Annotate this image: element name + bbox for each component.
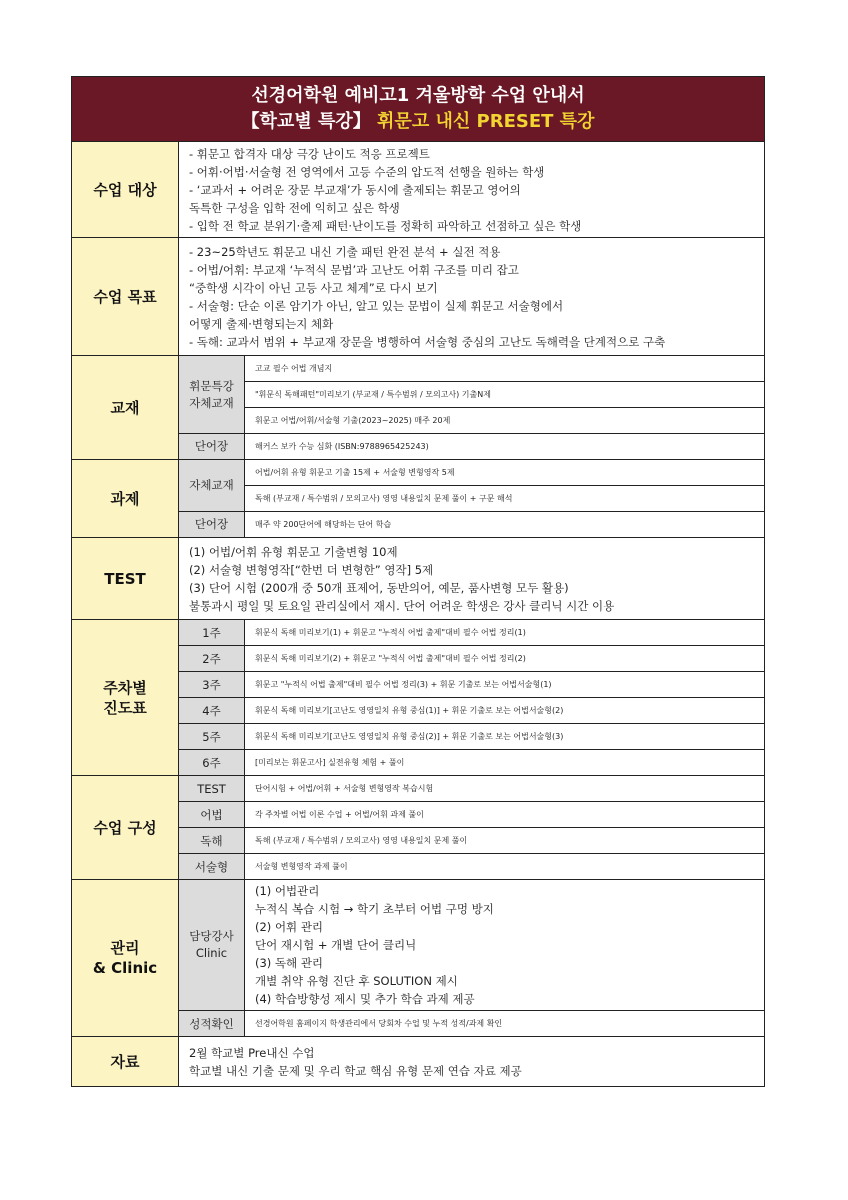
goal-content <box>179 238 765 356</box>
goal-line: - 독해: 교과서 범위 + 부교재 장문을 병행하여 서술형 중심의 고난도 독해력을 단계적으로 구축 <box>189 334 666 349</box>
title-banner <box>72 77 765 142</box>
test-content <box>179 538 765 620</box>
materials-line: 2월 학교별 Pre내신 수업 <box>189 1045 315 1060</box>
clinic-sub-line: Clinic <box>195 946 228 960</box>
clinic-line: (2) 어휘 관리 <box>255 920 324 934</box>
homework-own-material-label: 자체교재 <box>179 460 245 512</box>
title-line-1: 선경어학원 예비고1 겨울방학 수업 안내서 <box>251 85 585 106</box>
homework-vocab-label: 단어장 <box>179 512 245 538</box>
clinic-label-line: & Clinic <box>92 959 158 977</box>
clinic-line: (4) 학습방향성 제시 및 추가 학습 과제 제공 <box>255 992 475 1006</box>
title-prefix: 【학교별 특강】 <box>241 111 371 132</box>
materials-content <box>179 1037 765 1087</box>
textbook-vocab: 해커스 보카 수능 심화 (ISBN:9788965425243) <box>245 434 765 460</box>
goal-line: - 어법/어휘: 부교재 ‘누적식 문법’과 고난도 어휘 구조를 미리 잡고 <box>189 262 519 277</box>
materials-line: 학교별 내신 기출 문제 및 우리 학교 핵심 유형 문제 연습 자료 제공 <box>189 1063 522 1078</box>
textbook-sub-line: 휘문특강 <box>189 378 234 393</box>
test-label: TEST <box>72 538 179 620</box>
title-accent: 휘문고 내신 PRESET 특강 <box>377 111 595 132</box>
goal-line: “중학생 시각이 아닌 고등 사고 체계”로 다시 보기 <box>189 280 438 295</box>
week-content: 휘문식 독해 미리보기(1) + 휘문고 "누적식 어법 출제"대비 필수 어법 정리(1) <box>245 620 765 646</box>
target-line: - 입학 전 학교 분위기·출제 패턴·난이도를 정확히 파악하고 선점하고 싶은 학생 <box>189 218 582 233</box>
schedule-label <box>72 620 179 776</box>
week-label: 6주 <box>179 750 245 776</box>
target-line: - 휘문고 합격자 대상 극강 난이도 적응 프로젝트 <box>189 146 430 161</box>
textbook-item: 고교 필수 어법 개념지 <box>245 356 765 382</box>
week-label: 2주 <box>179 646 245 672</box>
clinic-sub-line: 담당강사 <box>189 929 234 943</box>
schedule-label-line: 주차별 <box>103 678 147 697</box>
clinic-line: (3) 독해 관리 <box>255 956 324 970</box>
textbook-label: 교재 <box>72 356 179 460</box>
week-label: 3주 <box>179 672 245 698</box>
week-content: [미리보는 휘문고사] 실전유형 체험 + 풀이 <box>245 750 765 776</box>
target-label: 수업 대상 <box>72 142 179 238</box>
grade-check-label: 성적확인 <box>179 1011 245 1037</box>
composition-content: 단어시험 + 어법/어휘 + 서술형 변형영작 복습시험 <box>245 776 765 802</box>
course-table <box>71 76 765 1087</box>
test-line: (3) 단어 시험 (200개 중 50개 표제어, 동반의어, 예문, 품사변형 모두 활용) <box>189 580 569 595</box>
grade-check-content: 선경어학원 홈페이지 학생관리에서 당회차 수업 및 누적 성적/과제 확인 <box>245 1011 765 1037</box>
target-line: 독특한 구성을 입학 전에 익히고 싶은 학생 <box>189 200 400 215</box>
clinic-label-line: 관리 <box>110 939 140 957</box>
composition-content: 서술형 변형영작 과제 풀이 <box>245 854 765 880</box>
target-line: - ‘교과서 + 어려운 장문 부교재’가 동시에 출제되는 휘문고 영어의 <box>189 182 521 197</box>
target-line: - 어휘·어법·서술형 전 영역에서 고등 수준의 압도적 선행을 원하는 학생 <box>189 164 545 179</box>
clinic-line: 누적식 복습 시험 → 학기 초부터 어법 구멍 방지 <box>255 902 494 916</box>
goal-line: - 서술형: 단순 이론 암기가 아닌, 알고 있는 문법이 실제 휘문고 서술형에서 <box>189 298 564 313</box>
materials-label: 자료 <box>72 1037 179 1087</box>
week-content: 휘문식 독해 미리보기(2) + 휘문고 "누적식 어법 출제"대비 필수 어법 정리(2) <box>245 646 765 672</box>
homework-vocab: 매주 약 200단어에 해당하는 단어 학습 <box>245 512 765 538</box>
composition-content: 독해 (부교재 / 특수범위 / 모의고사) 영영 내용일치 문제 풀이 <box>245 828 765 854</box>
clinic-line: 개별 취약 유형 진단 후 SOLUTION 제시 <box>255 974 458 988</box>
goal-line: - 23~25학년도 휘문고 내신 기출 패턴 완전 분석 + 실전 적용 <box>189 244 501 259</box>
schedule-label-line: 진도표 <box>103 698 147 717</box>
week-content: 휘문식 독해 미리보기[고난도 영영일치 유형 중심(2)] + 휘문 기출로 보는 어법서술형(3) <box>245 724 765 750</box>
week-label: 4주 <box>179 698 245 724</box>
homework-label: 과제 <box>72 460 179 538</box>
week-label: 1주 <box>179 620 245 646</box>
goal-line: 어떻게 출제·변형되는지 체화 <box>189 316 334 331</box>
week-content: 휘문식 독해 미리보기[고난도 영영일치 유형 중심(1)] + 휘문 기출로 보는 어법서술형(2) <box>245 698 765 724</box>
test-line: (1) 어법/어휘 유형 휘문고 기출변형 10제 <box>189 544 398 559</box>
goal-label: 수업 목표 <box>72 238 179 356</box>
composition-label: 수업 구성 <box>72 776 179 880</box>
homework-item: 독해 (부교재 / 특수범위 / 모의고사) 영영 내용일치 문제 풀이 + 구문 해석 <box>245 486 765 512</box>
clinic-line: (1) 어법관리 <box>255 884 320 898</box>
week-content: 휘문고 "누적식 어법 출제"대비 필수 어법 정리(3) + 휘문 기출로 보는 어법서술형(1) <box>245 672 765 698</box>
clinic-line: 단어 재시험 + 개별 단어 클리닉 <box>255 938 417 952</box>
test-line: 불통과시 평일 및 토요일 관리실에서 재시. 단어 어려운 학생은 강사 클리닉 시간 이용 <box>189 598 615 613</box>
clinic-content <box>245 880 765 1011</box>
clinic-label <box>72 880 179 1037</box>
textbook-item: 휘문고 어법/어휘/서술형 기출(2023~2025) 매주 20제 <box>245 408 765 434</box>
test-line: (2) 서술형 변형영작[“한번 더 변형한” 영작] 5제 <box>189 562 434 577</box>
composition-sub: 어법 <box>179 802 245 828</box>
target-content <box>179 142 765 238</box>
textbook-sub-line: 자체교재 <box>189 395 234 410</box>
week-label: 5주 <box>179 724 245 750</box>
textbook-item: "휘문식 독해패턴"미리보기 (부교재 / 특수범위 / 모의고사) 기출N제 <box>245 382 765 408</box>
textbook-vocab-label: 단어장 <box>179 434 245 460</box>
clinic-instructor-label <box>179 880 245 1011</box>
composition-sub: TEST <box>179 776 245 802</box>
title-line-2 <box>72 109 764 135</box>
composition-sub: 독해 <box>179 828 245 854</box>
composition-content: 각 주차별 어법 이론 수업 + 어법/어휘 과제 풀이 <box>245 802 765 828</box>
course-guide-sheet <box>71 76 764 1087</box>
homework-item: 어법/어휘 유형 휘문고 기출 15제 + 서술형 변형영작 5제 <box>245 460 765 486</box>
textbook-own-material-label <box>179 356 245 434</box>
composition-sub: 서술형 <box>179 854 245 880</box>
